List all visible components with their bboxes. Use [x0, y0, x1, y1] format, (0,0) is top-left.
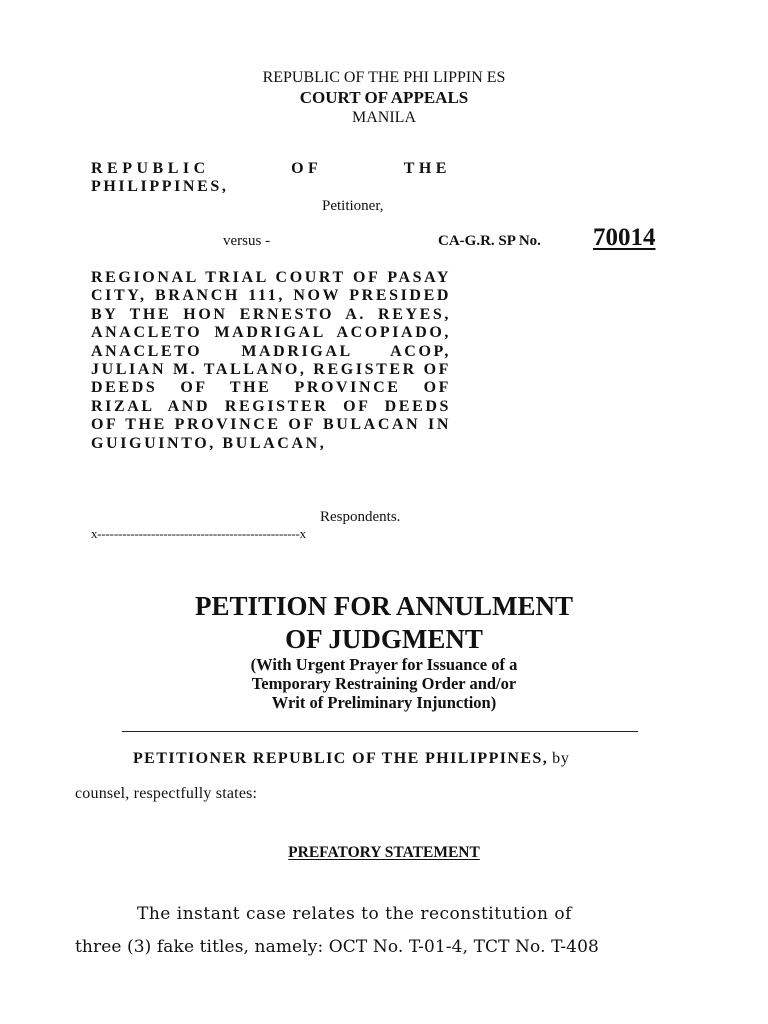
- body-line-2: three (3) fake titles, namely: OCT No. T-01-4, TCT No. T-408: [75, 937, 599, 957]
- versus-label: versus -: [223, 233, 271, 249]
- court-header: [0, 68, 768, 128]
- intro-continuation: counsel, respectfully states:: [75, 785, 258, 802]
- court-city: MANILA: [352, 109, 416, 126]
- respondents-names: [91, 269, 451, 453]
- case-number: 70014: [593, 224, 656, 251]
- petitioner-word: THE: [403, 160, 451, 177]
- title-divider: [122, 731, 638, 732]
- subtitle-line-2: Temporary Restraining Order and/or: [251, 674, 517, 693]
- petitioner-name-line2: PHILIPPINES,: [91, 178, 229, 196]
- caption-separator: x-------------------------------------------------x: [91, 526, 306, 541]
- respondents-text: REGIONAL TRIAL COURT OF PASAY CITY, BRANCH 111, NOW PRESIDED BY THE HON ERNESTO A. REYES, ANACLETO MADRIGAL ACOPIADO, ANACLETO MADRIGAL ACOP, JULIAN M. TALLANO, REGISTER OF DEEDS OF THE PROVINCE OF RIZAL AND REGISTER OF DEEDS OF THE PROVINCE OF BULACAN IN GUIGUINTO, BULACAN,: [91, 269, 451, 452]
- intro-paragraph: [133, 750, 570, 768]
- title-line-2: OF JUDGMENT: [285, 624, 483, 654]
- intro-by: by: [552, 750, 570, 767]
- document-subtitle: [0, 655, 768, 712]
- subtitle-line-3: Writ of Preliminary Injunction): [271, 693, 497, 712]
- petitioner-word: REPUBLIC: [91, 160, 210, 177]
- body-line-1: The instant case relates to the reconstitution of: [137, 904, 572, 924]
- case-number-label: CA-G.R. SP No.: [438, 233, 541, 249]
- document-title: [0, 590, 768, 656]
- court-name: COURT OF APPEALS: [299, 88, 469, 107]
- title-line-1: PETITION FOR ANNULMENT: [194, 591, 574, 621]
- subtitle-line-1: (With Urgent Prayer for Issuance of a: [250, 655, 518, 674]
- petitioner-name: [91, 160, 451, 197]
- republic-heading: REPUBLIC OF THE PHI LIPPIN ES: [262, 69, 506, 86]
- respondents-role: Respondents.: [320, 509, 401, 525]
- petitioner-word: OF: [291, 160, 323, 177]
- intro-petitioner: PETITIONER REPUBLIC OF THE PHILIPPINES,: [133, 750, 549, 767]
- petitioner-role: Petitioner,: [322, 198, 384, 214]
- section-heading: PREFATORY STATEMENT: [288, 844, 480, 861]
